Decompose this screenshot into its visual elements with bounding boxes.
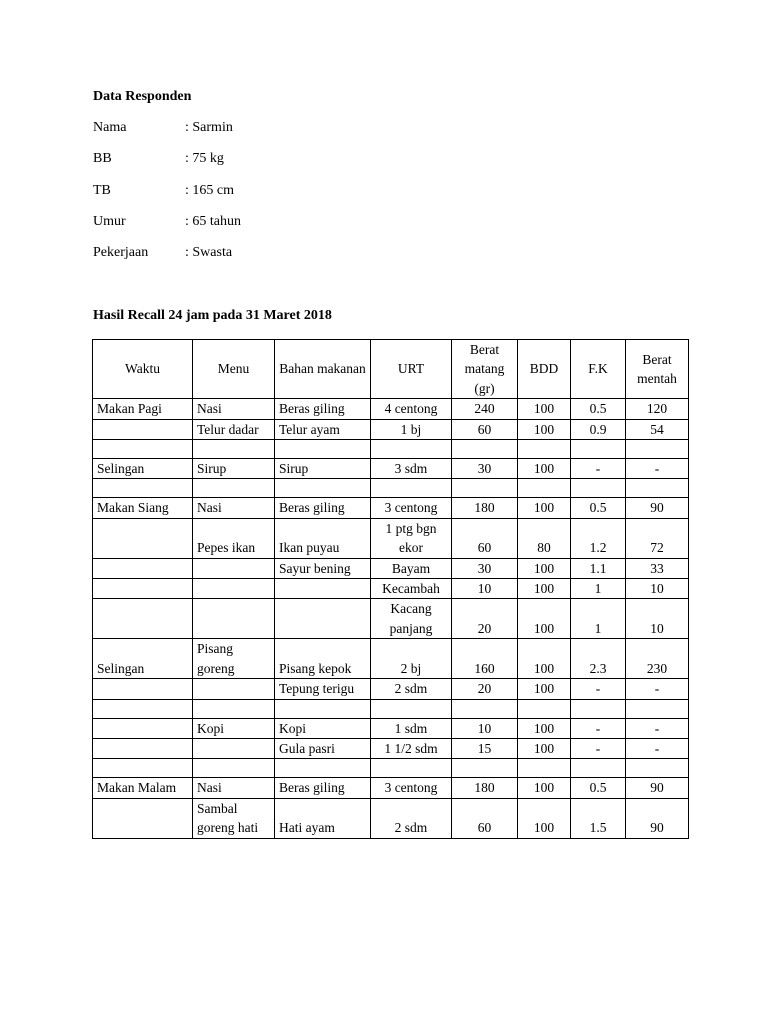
cell-berat-matang: 30 — [452, 558, 518, 578]
cell-waktu: Makan Pagi — [93, 399, 193, 419]
cell-urt: 2 sdm — [371, 679, 452, 699]
cell-bdd: 100 — [518, 679, 571, 699]
cell-urt: 1 1/2 sdm — [371, 738, 452, 758]
cell-urt: 3 sdm — [371, 459, 452, 479]
cell-urt — [371, 479, 452, 498]
cell-menu — [193, 699, 275, 718]
cell-menu — [193, 440, 275, 459]
cell-berat-matang: 15 — [452, 738, 518, 758]
cell-bahan — [275, 579, 371, 599]
cell-fk: - — [571, 738, 626, 758]
table-row — [93, 399, 689, 419]
cell-bdd — [518, 759, 571, 778]
table-row — [93, 718, 689, 738]
field-value: : Swasta — [185, 245, 233, 260]
cell-berat-matang — [452, 699, 518, 718]
cell-bdd: 100 — [518, 498, 571, 518]
cell-waktu — [93, 518, 193, 558]
cell-urt: 2 sdm — [371, 798, 452, 838]
cell-bdd: 100 — [518, 558, 571, 578]
cell-waktu: Makan Siang — [93, 498, 193, 518]
table-row — [93, 639, 689, 679]
header-cell: Waktu — [93, 340, 193, 399]
cell-berat-mentah: - — [626, 718, 689, 738]
header-cell: Bahan makanan — [275, 340, 371, 399]
cell-waktu — [93, 440, 193, 459]
header-cell: F.K — [571, 340, 626, 399]
cell-bahan: Beras giling — [275, 778, 371, 798]
field-bb — [93, 151, 224, 167]
cell-fk: 1.1 — [571, 558, 626, 578]
table-row — [93, 738, 689, 758]
cell-menu — [193, 738, 275, 758]
cell-bahan: Telur ayam — [275, 419, 371, 439]
table-row — [93, 798, 689, 838]
cell-waktu: Selingan — [93, 639, 193, 679]
cell-bahan: Pisang kepok — [275, 639, 371, 679]
field-label: Nama — [93, 120, 127, 135]
cell-bahan — [275, 759, 371, 778]
cell-berat-matang: 240 — [452, 399, 518, 419]
cell-fk: - — [571, 459, 626, 479]
cell-menu: Sirup — [193, 459, 275, 479]
cell-urt — [371, 759, 452, 778]
cell-waktu: Selingan — [93, 459, 193, 479]
cell-bahan — [275, 699, 371, 718]
cell-urt: Kecambah — [371, 579, 452, 599]
cell-berat-mentah: 10 — [626, 599, 689, 639]
cell-berat-matang: 60 — [452, 518, 518, 558]
cell-fk: 1.2 — [571, 518, 626, 558]
cell-berat-matang: 180 — [452, 498, 518, 518]
cell-bahan — [275, 440, 371, 459]
field-label: BB — [93, 151, 112, 166]
header-cell: URT — [371, 340, 452, 399]
cell-bahan: Gula pasri — [275, 738, 371, 758]
cell-menu: Nasi — [193, 778, 275, 798]
cell-berat-mentah: 90 — [626, 498, 689, 518]
cell-bdd: 100 — [518, 639, 571, 679]
cell-bdd: 100 — [518, 599, 571, 639]
table-header-row — [93, 340, 689, 399]
cell-berat-matang: 180 — [452, 778, 518, 798]
cell-berat-matang: 30 — [452, 459, 518, 479]
cell-fk: 1 — [571, 599, 626, 639]
cell-bdd — [518, 699, 571, 718]
cell-fk: 0.5 — [571, 399, 626, 419]
table-row — [93, 699, 689, 718]
field-label: TB — [93, 183, 111, 198]
cell-fk: 0.9 — [571, 419, 626, 439]
cell-berat-matang: 60 — [452, 419, 518, 439]
table-row — [93, 778, 689, 798]
cell-fk — [571, 699, 626, 718]
cell-bdd — [518, 440, 571, 459]
cell-urt: 4 centong — [371, 399, 452, 419]
cell-urt: 3 centong — [371, 498, 452, 518]
field-value: : Sarmin — [185, 120, 233, 135]
cell-bdd: 80 — [518, 518, 571, 558]
table-row — [93, 498, 689, 518]
respondent-heading: Data Responden — [93, 89, 192, 104]
cell-bdd: 100 — [518, 579, 571, 599]
table-row — [93, 599, 689, 639]
field-pekerjaan — [93, 245, 232, 261]
cell-waktu: Makan Malam — [93, 778, 193, 798]
field-value: : 65 tahun — [185, 214, 241, 229]
cell-fk — [571, 440, 626, 459]
cell-berat-mentah: 90 — [626, 798, 689, 838]
cell-waktu — [93, 738, 193, 758]
cell-bdd: 100 — [518, 738, 571, 758]
cell-urt — [371, 699, 452, 718]
cell-fk: - — [571, 679, 626, 699]
cell-urt: 1 sdm — [371, 718, 452, 738]
cell-menu: Sambal goreng hati — [193, 798, 275, 838]
cell-fk: 0.5 — [571, 498, 626, 518]
cell-menu: Nasi — [193, 399, 275, 419]
cell-bahan: Tepung terigu — [275, 679, 371, 699]
cell-bdd: 100 — [518, 718, 571, 738]
cell-urt: 3 centong — [371, 778, 452, 798]
table-body — [93, 399, 689, 838]
cell-waktu — [93, 558, 193, 578]
cell-berat-mentah: - — [626, 679, 689, 699]
cell-berat-matang: 160 — [452, 639, 518, 679]
cell-waktu — [93, 579, 193, 599]
header-cell: Menu — [193, 340, 275, 399]
cell-waktu — [93, 419, 193, 439]
cell-menu: Telur dadar — [193, 419, 275, 439]
cell-urt — [371, 440, 452, 459]
cell-waktu — [93, 599, 193, 639]
cell-urt: 1 bj — [371, 419, 452, 439]
cell-menu — [193, 479, 275, 498]
table-row — [93, 459, 689, 479]
cell-urt: 1 ptg bgn ekor — [371, 518, 452, 558]
cell-berat-matang: 10 — [452, 718, 518, 738]
cell-fk — [571, 479, 626, 498]
cell-waktu — [93, 759, 193, 778]
cell-menu — [193, 679, 275, 699]
cell-fk: - — [571, 718, 626, 738]
cell-menu: Nasi — [193, 498, 275, 518]
header-cell: Berat matang (gr) — [452, 340, 518, 399]
cell-berat-matang: 60 — [452, 798, 518, 838]
cell-menu — [193, 579, 275, 599]
field-value: : 75 kg — [185, 151, 224, 166]
cell-bdd: 100 — [518, 419, 571, 439]
cell-bdd: 100 — [518, 399, 571, 419]
cell-berat-matang: 20 — [452, 679, 518, 699]
cell-menu: Pisang goreng — [193, 639, 275, 679]
cell-berat-mentah: 54 — [626, 419, 689, 439]
header-cell: Berat mentah — [626, 340, 689, 399]
cell-berat-mentah: 90 — [626, 778, 689, 798]
cell-bahan: Ikan puyau — [275, 518, 371, 558]
field-umur — [93, 214, 241, 230]
cell-berat-mentah: 230 — [626, 639, 689, 679]
cell-bdd: 100 — [518, 459, 571, 479]
cell-berat-matang — [452, 759, 518, 778]
cell-berat-matang — [452, 440, 518, 459]
field-nama — [93, 120, 233, 136]
cell-fk: 1 — [571, 579, 626, 599]
cell-bahan — [275, 599, 371, 639]
cell-waktu — [93, 679, 193, 699]
cell-berat-matang: 20 — [452, 599, 518, 639]
cell-berat-mentah — [626, 440, 689, 459]
cell-menu: Pepes ikan — [193, 518, 275, 558]
cell-berat-mentah: 72 — [626, 518, 689, 558]
table-row — [93, 419, 689, 439]
table-row — [93, 558, 689, 578]
table-row — [93, 679, 689, 699]
cell-bdd — [518, 479, 571, 498]
cell-bahan: Hati ayam — [275, 798, 371, 838]
field-tb — [93, 183, 234, 199]
cell-bahan: Sayur bening — [275, 558, 371, 578]
cell-urt: 2 bj — [371, 639, 452, 679]
table-row — [93, 579, 689, 599]
cell-waktu — [93, 699, 193, 718]
cell-berat-mentah — [626, 479, 689, 498]
cell-fk: 2.3 — [571, 639, 626, 679]
cell-bahan — [275, 479, 371, 498]
cell-bdd: 100 — [518, 798, 571, 838]
cell-berat-mentah: 33 — [626, 558, 689, 578]
cell-waktu — [93, 479, 193, 498]
cell-fk: 0.5 — [571, 778, 626, 798]
cell-waktu — [93, 718, 193, 738]
cell-bdd: 100 — [518, 778, 571, 798]
cell-menu — [193, 558, 275, 578]
cell-berat-mentah: 120 — [626, 399, 689, 419]
table-row — [93, 440, 689, 459]
cell-urt: Kacang panjang — [371, 599, 452, 639]
recall-table — [92, 339, 689, 839]
table-row — [93, 518, 689, 558]
field-label: Pekerjaan — [93, 245, 149, 260]
cell-waktu — [93, 798, 193, 838]
recall-heading: Hasil Recall 24 jam pada 31 Maret 2018 — [93, 308, 332, 323]
cell-berat-matang — [452, 479, 518, 498]
cell-bahan: Beras giling — [275, 399, 371, 419]
cell-urt: Bayam — [371, 558, 452, 578]
cell-berat-mentah: 10 — [626, 579, 689, 599]
table-row — [93, 479, 689, 498]
table-row — [93, 759, 689, 778]
cell-berat-mentah — [626, 699, 689, 718]
cell-bahan: Kopi — [275, 718, 371, 738]
cell-bahan: Beras giling — [275, 498, 371, 518]
field-value: : 165 cm — [185, 183, 234, 198]
cell-menu — [193, 599, 275, 639]
cell-berat-mentah: - — [626, 459, 689, 479]
cell-menu: Kopi — [193, 718, 275, 738]
field-label: Umur — [93, 214, 126, 229]
cell-menu — [193, 759, 275, 778]
cell-bahan: Sirup — [275, 459, 371, 479]
cell-berat-mentah: - — [626, 738, 689, 758]
cell-berat-mentah — [626, 759, 689, 778]
cell-fk — [571, 759, 626, 778]
header-cell: BDD — [518, 340, 571, 399]
cell-fk: 1.5 — [571, 798, 626, 838]
cell-berat-matang: 10 — [452, 579, 518, 599]
